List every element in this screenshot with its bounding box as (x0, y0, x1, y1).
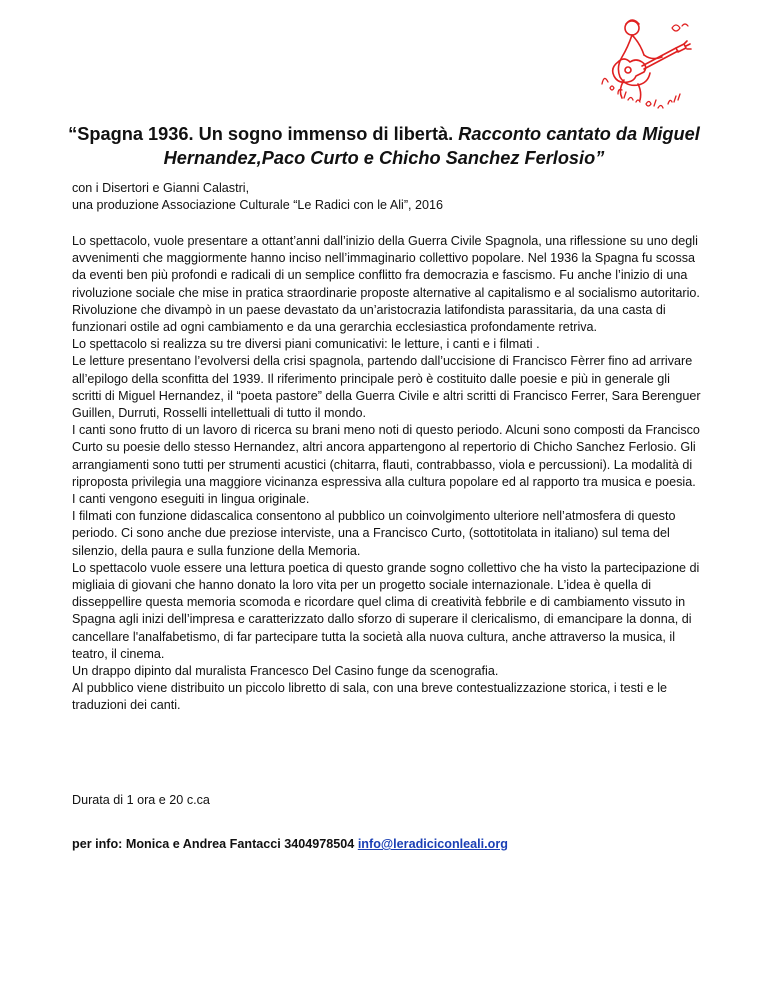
credits-line-2: una produzione Associazione Culturale “Le Radici con le Ali”, 2016 (72, 198, 444, 213)
paragraph: Lo spettacolo si realizza su tre diversi piani comunicativi: le letture, i canti e i filmati . (72, 337, 540, 352)
email-link[interactable]: info@leradiciconleali.org (357, 837, 508, 851)
paragraph: I canti sono frutto di un lavoro di ricerca su brani meno noti di questo periodo. Alcuni sono composti da Francisco Curto su poesie dello stesso Hernandez, altri ancora appartengono al repertorio di Chicho Sanchez Ferlosio. Gli arrangiamenti sono tutti per strumenti acustici (chitarra, flauti, contrabbasso, viola e percussioni). La modalità di riproposta privilegia una maggiore vicinanza espressiva alla cultura popolare ed al rapporto tra musica e poesia. (72, 423, 700, 489)
guitar-player-logo-icon (588, 14, 698, 114)
credits-line-1: con i Disertori e Gianni Calastri, (72, 181, 250, 195)
contact-label: per info: Monica e Andrea Fantacci 3404978504 (72, 837, 358, 851)
paragraph: Lo spettacolo vuole essere una lettura poetica di questo grande sogno collettivo che ha visto la partecipazione di migliaia di giovani che hanno donato la loro vita per un progetto sociale internazionale. L’idea è quella di disseppellire questa memoria scomoda e ricordare quel clima di creatività febbrile e di cambiamento vissuto in Spagna agli inizi dell’impresa e caratterizzato dallo sforzo di superare il clericalismo, di emancipare la donna, di cancellare l'analfabetismo, di far partecipare tutta la società alla nuova cultura, anche attraverso la musica, il teatro, il cinema. (72, 560, 700, 661)
page-title (60, 122, 708, 170)
paragraph: Lo spettacolo, vuole presentare a ottant’anni dall’inizio della Guerra Civile Spagnola, una riflessione su uno degli avvenimenti che maggiormente hanno inciso nell’immaginario collettivo popolare. Nel 1936 la Spagna fu scossa da eventi ben più profondi e radicali di un semplice conflitto fra democrazia e fascismo. Fu anche l’inizio di una rivoluzione sociale che mise in pratica straordinarie proposte alternative al capitalismo e al socialismo autoritario. Rivoluzione che divampò in un paese devastato da un’aristocrazia latifondista parassitaria, da una casta di funzionari ostile ad ogni cambiamento e da una gerarchia ecclesiastica profondamente retriva. (72, 234, 700, 335)
credits (72, 180, 702, 214)
paragraph: Un drappo dipinto dal muralista Francesco Del Casino funge da scenografia. (72, 664, 499, 679)
duration-text: Durata di 1 ora e 20 c.ca (72, 793, 210, 807)
paragraph: Al pubblico viene distribuito un piccolo libretto di sala, con una breve contestualizzazione storica, i testi e le traduzioni dei canti. (72, 681, 668, 713)
title-subtitle: Racconto cantato da Miguel Hernandez,Paco Curto e Chicho Sanchez Ferlosio” (163, 124, 700, 168)
title-main: “Spagna 1936. Un sogno immenso di libertà. (68, 124, 459, 144)
body-text (72, 233, 702, 715)
paragraph: I canti vengono eseguiti in lingua originale. (72, 492, 310, 507)
contact-info (72, 837, 508, 851)
paragraph: Le letture presentano l’evolversi della crisi spagnola, partendo dall’uccisione di Francisco Fèrrer fino ad arrivare all’epilogo della sconfitta del 1939. Il riferimento principale però è costituito dalle poesie e più in generale gli scritti di Miguel Hernandez, il “poeta pastore” della Guerra Civile e altri scritti di Francisco Ferrer, Sara Berenguer Guillen, Durruti, Rosselli intellettuali di tutto il mondo. (72, 354, 701, 421)
paragraph: I filmati con funzione didascalica consentono al pubblico un coinvolgimento ulteriore nell’atmosfera di questo periodo. Ci sono anche due preziose interviste, una a Francisco Curto, (sottotitolata in italiano) sul tema del silenzio, della paura e sulla funzione della Memoria. (72, 509, 676, 558)
